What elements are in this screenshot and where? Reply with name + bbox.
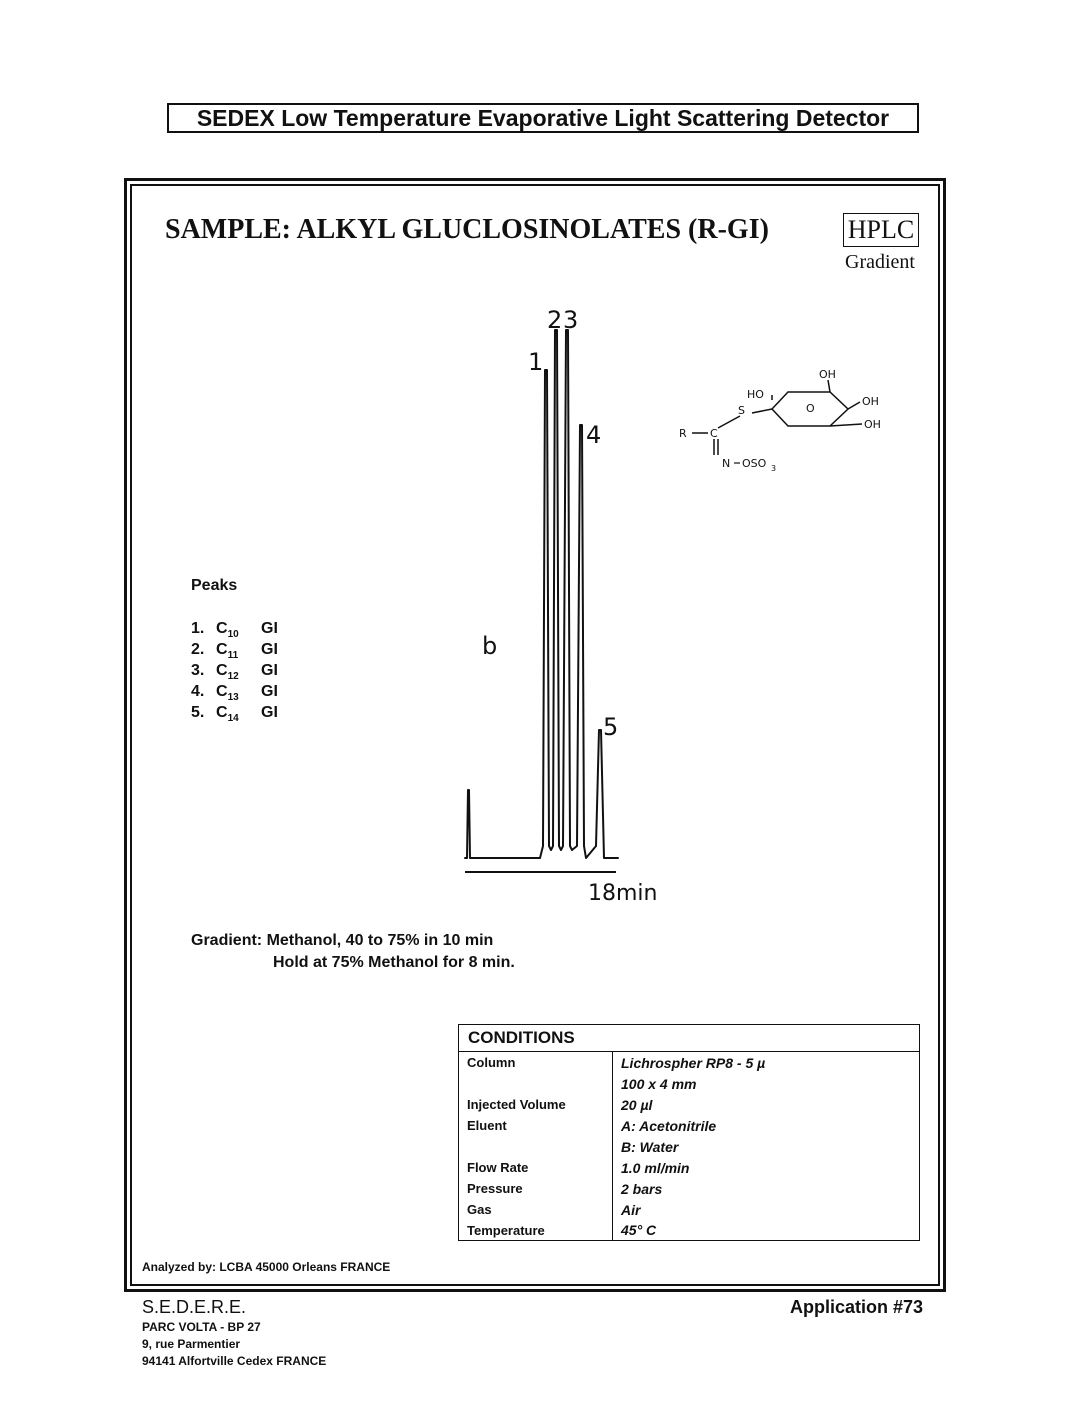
conditions-column-divider — [612, 1051, 613, 1240]
conditions-title: CONDITIONS — [468, 1028, 575, 1047]
conditions-table — [458, 1024, 920, 1241]
chromatogram-trace — [465, 330, 618, 858]
condition-label: Column — [467, 1055, 516, 1070]
condition-value: 45° C — [621, 1222, 657, 1238]
condition-value: 1.0 ml/min — [621, 1160, 690, 1176]
condition-label: Gas — [467, 1202, 492, 1217]
peak-label-3: 3 — [563, 306, 579, 334]
condition-label: Flow Rate — [467, 1160, 529, 1175]
company-name: S.E.D.E.R.E. — [142, 1297, 247, 1317]
condition-value: 100 x 4 mm — [621, 1076, 697, 1092]
glucosinolate-structure — [692, 380, 862, 455]
peak-list-item: 3. $C_{12}$ GI — [191, 662, 278, 683]
peak-label-2: 2 — [547, 306, 563, 334]
structure-label-ho: HO — [747, 388, 764, 401]
structure-label-c: C — [710, 427, 718, 440]
peaks-heading: Peaks — [191, 577, 238, 594]
analyzed-by: Analyzed by: LCBA 45000 Orleans FRANCE — [142, 1260, 391, 1274]
peak-label-4: 4 — [586, 421, 602, 449]
method-badge: HPLC — [843, 213, 919, 247]
application-number: Application #73 — [790, 1297, 924, 1317]
structure-label-sub3: 3 — [771, 464, 777, 473]
condition-value: B: Water — [621, 1139, 679, 1155]
structure-label-o: O — [806, 402, 815, 415]
gradient-hold-description: Hold at 75% Methanol for 8 min. — [273, 954, 515, 971]
structure-label-oh-bottom: OH — [864, 418, 881, 431]
condition-label: Temperature — [467, 1223, 545, 1238]
condition-value: 20 µl — [621, 1097, 653, 1113]
structure-label-n: N — [722, 457, 731, 470]
x-axis-label: 18min — [588, 881, 658, 906]
condition-label: Eluent — [467, 1118, 507, 1133]
peak-label-5: 5 — [603, 713, 619, 741]
address-line: PARC VOLTA - BP 27 — [142, 1320, 261, 1334]
address-line: 94141 Alfortville Cedex FRANCE — [142, 1354, 327, 1368]
structure-label-r: R — [679, 427, 687, 440]
condition-value: A: Acetonitrile — [621, 1118, 717, 1134]
sample-title: SAMPLE: ALKYL GLUCLOSINOLATES (R-GI) — [165, 214, 769, 245]
condition-value: Air — [621, 1202, 641, 1218]
peak-list-item: 4. $C_{13}$ GI — [191, 683, 278, 704]
gradient-description: Gradient: Methanol, 40 to 75% in 10 min — [191, 932, 494, 949]
peak-label-1: 1 — [528, 348, 544, 376]
structure-label-oh-top: OH — [819, 368, 836, 381]
peak-list-item: 1. $C_{10}$ GI — [191, 620, 278, 641]
peak-list-item: 2. $C_{11}$ GI — [191, 641, 278, 662]
condition-label: Pressure — [467, 1181, 523, 1196]
header-banner: SEDEX Low Temperature Evaporative Light Scattering Detector — [167, 103, 919, 133]
structure-label-s: S — [738, 404, 745, 417]
condition-value: 2 bars — [621, 1181, 663, 1197]
method-mode: Gradient — [845, 251, 915, 273]
condition-label: Injected Volume — [467, 1097, 566, 1112]
peak-list-item: 5. $C_{14}$ GI — [191, 704, 278, 725]
structure-label-oso: OSO — [742, 457, 767, 470]
structure-label-oh-right: OH — [862, 395, 879, 408]
condition-value: Lichrospher RP8 - 5 µ — [621, 1055, 766, 1071]
conditions-divider — [459, 1051, 919, 1052]
address-line: 9, rue Parmentier — [142, 1337, 241, 1351]
panel-label: b — [482, 632, 498, 660]
